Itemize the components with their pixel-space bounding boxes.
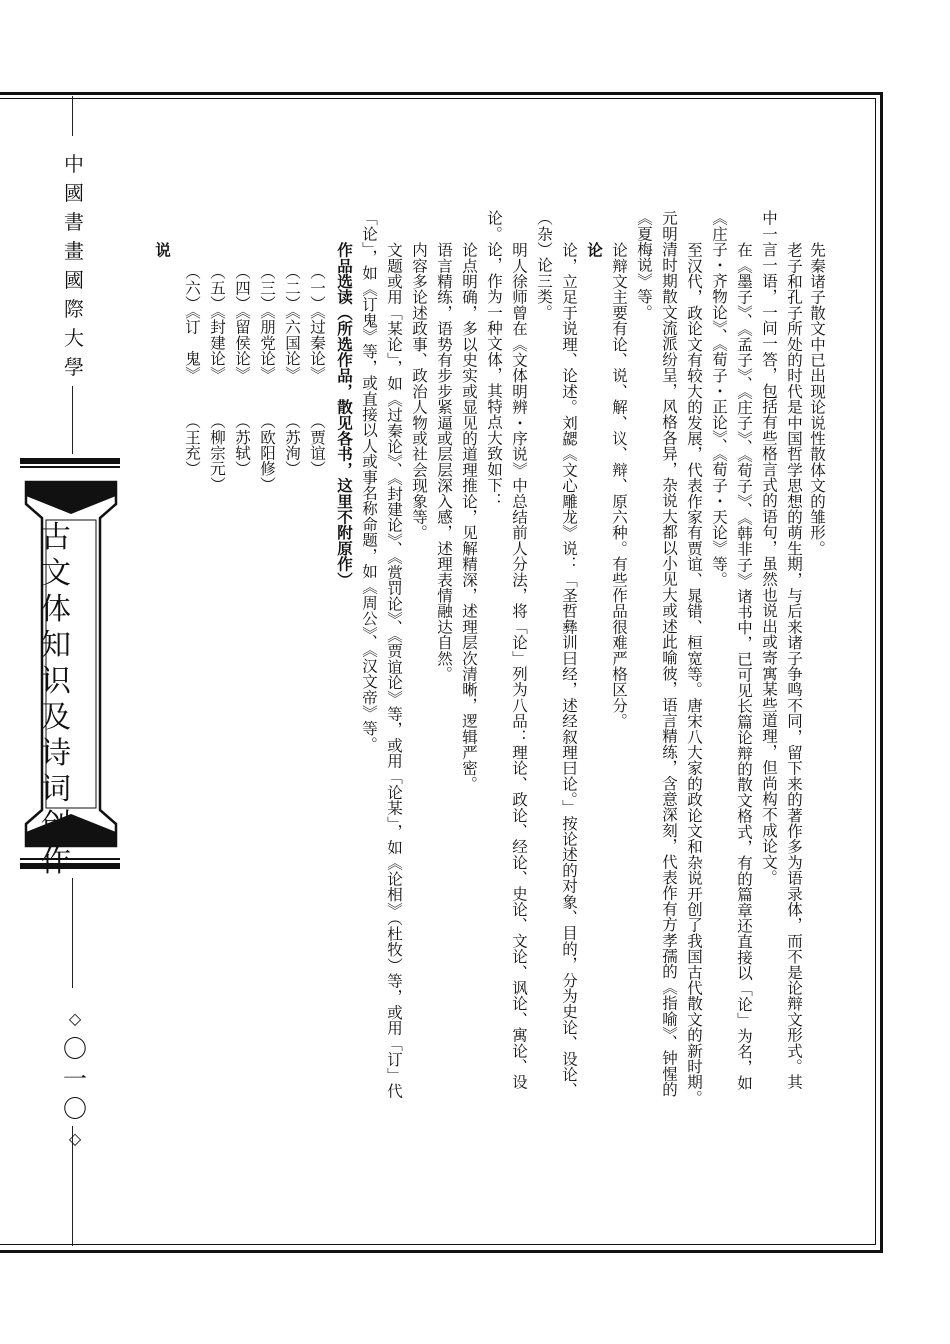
text-column: 论。论，作为一种文体，其特点大致如下： [485, 210, 503, 509]
text-column: （杂）论三类。 [535, 210, 553, 320]
book-title: 古 文 体 知 识 及 诗 词 创 作 [41, 520, 71, 879]
reading-list-item: （四）《留侯论》 （苏轼） [233, 264, 251, 477]
text-column: 《庄子・齐物论》、《荀子・正论》、《荀子・天论》等。 [710, 210, 728, 588]
page-number: ◇ 〇 一 〇 ◇ [63, 1009, 87, 1148]
text-column: 论辩文主要有论、说、解、议、辩、原六种。有些作品很难严格区分。 [610, 242, 628, 729]
badge-bar-top-thin [20, 466, 120, 468]
text-column: 老子和孔子所处的时代是中国哲学思想的萌生期，与后来诸子争鸣不同，留下来的著作多为语录体，而不是论辩文形式。其 [785, 242, 803, 1090]
sidebar-rule-top [72, 96, 73, 136]
reading-list-item: （三）《朋党论》 （欧阳修） [258, 264, 276, 492]
reading-list-item: （二）《六国论》 （苏洵） [283, 264, 301, 477]
reading-list-item: （一）《过秦论》 （贾谊） [308, 264, 326, 477]
text-column: 中一言一语，一问一答，包括有些格言式的语句，虽然也说出或寄寓某些道理，但尚构不成论文。 [760, 210, 778, 886]
text-column: 「论」，如《订鬼》等，或直接以人或事名称命题，如《周公》、《汉文帝》等。 [360, 210, 378, 752]
sidebar-rule-lower [72, 878, 73, 988]
section-heading-lun: 论 [585, 242, 604, 258]
badge-bar-top [20, 458, 120, 464]
text-column: 《夏梅说》等。 [635, 210, 653, 320]
section-heading-readings: 作品选读（所选作品，散见各书，这里不附原作） [335, 242, 354, 588]
university-name: 中 國 書 畫 國 際 大 學 [64, 152, 84, 379]
text-column: 论，立足于说理、论述。刘勰《文心雕龙》说：「圣哲彝训曰经，述经叙理曰论。」按论述的对象、目的，分为史论、设论、 [560, 242, 578, 1098]
text-column: 论点明确，多以史实或显见的道理推论，见解精深，述理层次清晰，逻辑严密。 [460, 242, 478, 792]
text-column: 明人徐师曾在《文体明辨・序说》中总结前人分法，将「论」列为八品：理论、政论、经论、史论、文论、讽论、寓论、设 [510, 242, 528, 1090]
text-column: 至汉代，政论文有较大的发展，代表作家有贾谊、晁错、桓宽等。唐宋八大家的政论文和杂说开创了我国古代散文的新时期。 [685, 242, 703, 1106]
reading-list-item: （六）《订 鬼》 （王充） [183, 264, 201, 477]
text-column: 内容多论述政事、政治人物或社会现象等。 [410, 242, 428, 541]
sidebar-rule-mid [72, 386, 73, 454]
reading-list-item: （五）《封建论》 （柳宗元） [208, 264, 226, 492]
text-column: 先秦诸子散文中已出现论说性散体文的雏形。 [808, 242, 826, 556]
text-column: 在《墨子》、《孟子》、《庄子》、《荀子》、《韩非子》诸书中，已可见长篇论辩的散文格式，有的篇章还直接以「论」为名，如 [735, 242, 753, 1091]
text-column: 语言精练，语势有步步紧逼或层层深入感，述理表情融达自然。 [435, 242, 453, 682]
text-column: 文题或用「某论」，如《过秦论》、《封建论》、《赏罚论》、《贾谊论》等，或用「论某」，如《论相》（杜牧）等，或用「订」代 [385, 242, 403, 1099]
text-column: 元明清时期散文流派纷呈，风格各异，杂说大都以小见大或述此喻彼，语言精练，含意深刻，代表作有方孝孺的《指喻》、钟惺的 [660, 210, 678, 1098]
section-heading-shuo: 说 [153, 242, 172, 258]
